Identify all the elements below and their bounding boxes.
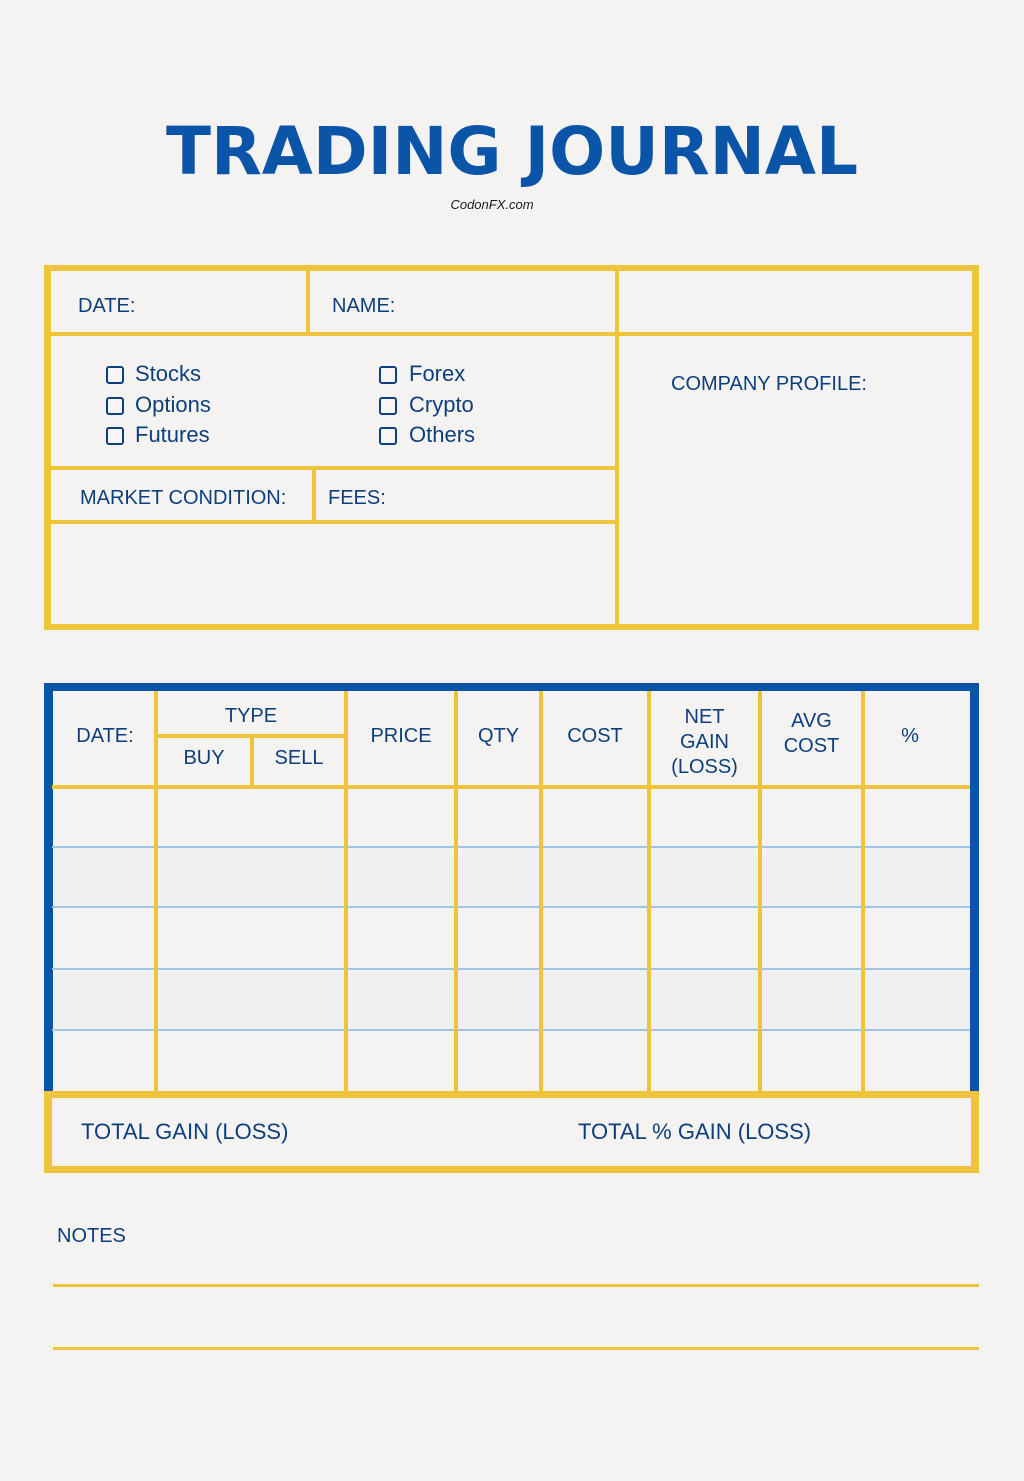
net-gain-line-2: GAIN xyxy=(680,731,729,753)
asset-option-others: Others xyxy=(409,422,476,447)
table-row[interactable] xyxy=(53,789,970,846)
notes-line[interactable] xyxy=(53,1284,979,1287)
notes-label: NOTES xyxy=(57,1225,126,1247)
market-condition-label: MARKET CONDITION: xyxy=(80,487,287,509)
checkbox-stocks[interactable] xyxy=(106,366,124,384)
col-header-type: TYPE xyxy=(224,705,278,727)
total-percent-gain-label: TOTAL % GAIN (LOSS) xyxy=(578,1119,812,1144)
col-header-percent: % xyxy=(901,725,919,747)
asset-option-options: Options xyxy=(135,392,211,417)
col-header-date: DATE: xyxy=(76,725,134,747)
asset-option-crypto: Crypto xyxy=(409,392,474,417)
col-header-price: PRICE xyxy=(370,725,432,747)
table-row[interactable] xyxy=(53,1031,970,1091)
col-header-qty: QTY xyxy=(477,725,520,747)
col-header-cost: COST xyxy=(567,725,623,747)
notes-line[interactable] xyxy=(53,1347,979,1350)
name-extra-field[interactable] xyxy=(620,272,970,332)
checkbox-others[interactable] xyxy=(379,427,397,445)
col-header-sell: SELL xyxy=(274,747,324,769)
table-row[interactable] xyxy=(53,908,970,968)
avg-cost-line-2: COST xyxy=(783,735,840,757)
table-row[interactable] xyxy=(53,848,970,906)
name-label: NAME: xyxy=(332,295,396,317)
fees-label: FEES: xyxy=(328,487,386,509)
company-profile-label: COMPANY PROFILE: xyxy=(671,373,867,395)
table-row[interactable] xyxy=(53,970,970,1029)
page-title: TRADING JOURNAL xyxy=(165,113,859,190)
asset-option-forex: Forex xyxy=(409,361,466,386)
col-header-avg-cost xyxy=(762,709,861,759)
asset-option-futures: Futures xyxy=(135,422,210,447)
asset-type-checklist xyxy=(100,358,600,458)
checkbox-crypto[interactable] xyxy=(379,397,397,415)
avg-cost-line-1: AVG xyxy=(791,710,832,732)
checkbox-options[interactable] xyxy=(106,397,124,415)
net-gain-line-3: (LOSS) xyxy=(671,756,738,778)
col-header-buy: BUY xyxy=(183,747,225,769)
col-header-net-gain xyxy=(651,705,758,780)
site-credit: CodonFX.com xyxy=(450,197,534,212)
checkbox-futures[interactable] xyxy=(106,427,124,445)
net-gain-line-1: NET xyxy=(684,706,725,728)
asset-option-stocks: Stocks xyxy=(135,361,202,386)
date-label: DATE: xyxy=(78,295,136,317)
market-notes-area[interactable] xyxy=(52,525,614,623)
total-gain-label: TOTAL GAIN (LOSS) xyxy=(81,1119,289,1144)
checkbox-forex[interactable] xyxy=(379,366,397,384)
